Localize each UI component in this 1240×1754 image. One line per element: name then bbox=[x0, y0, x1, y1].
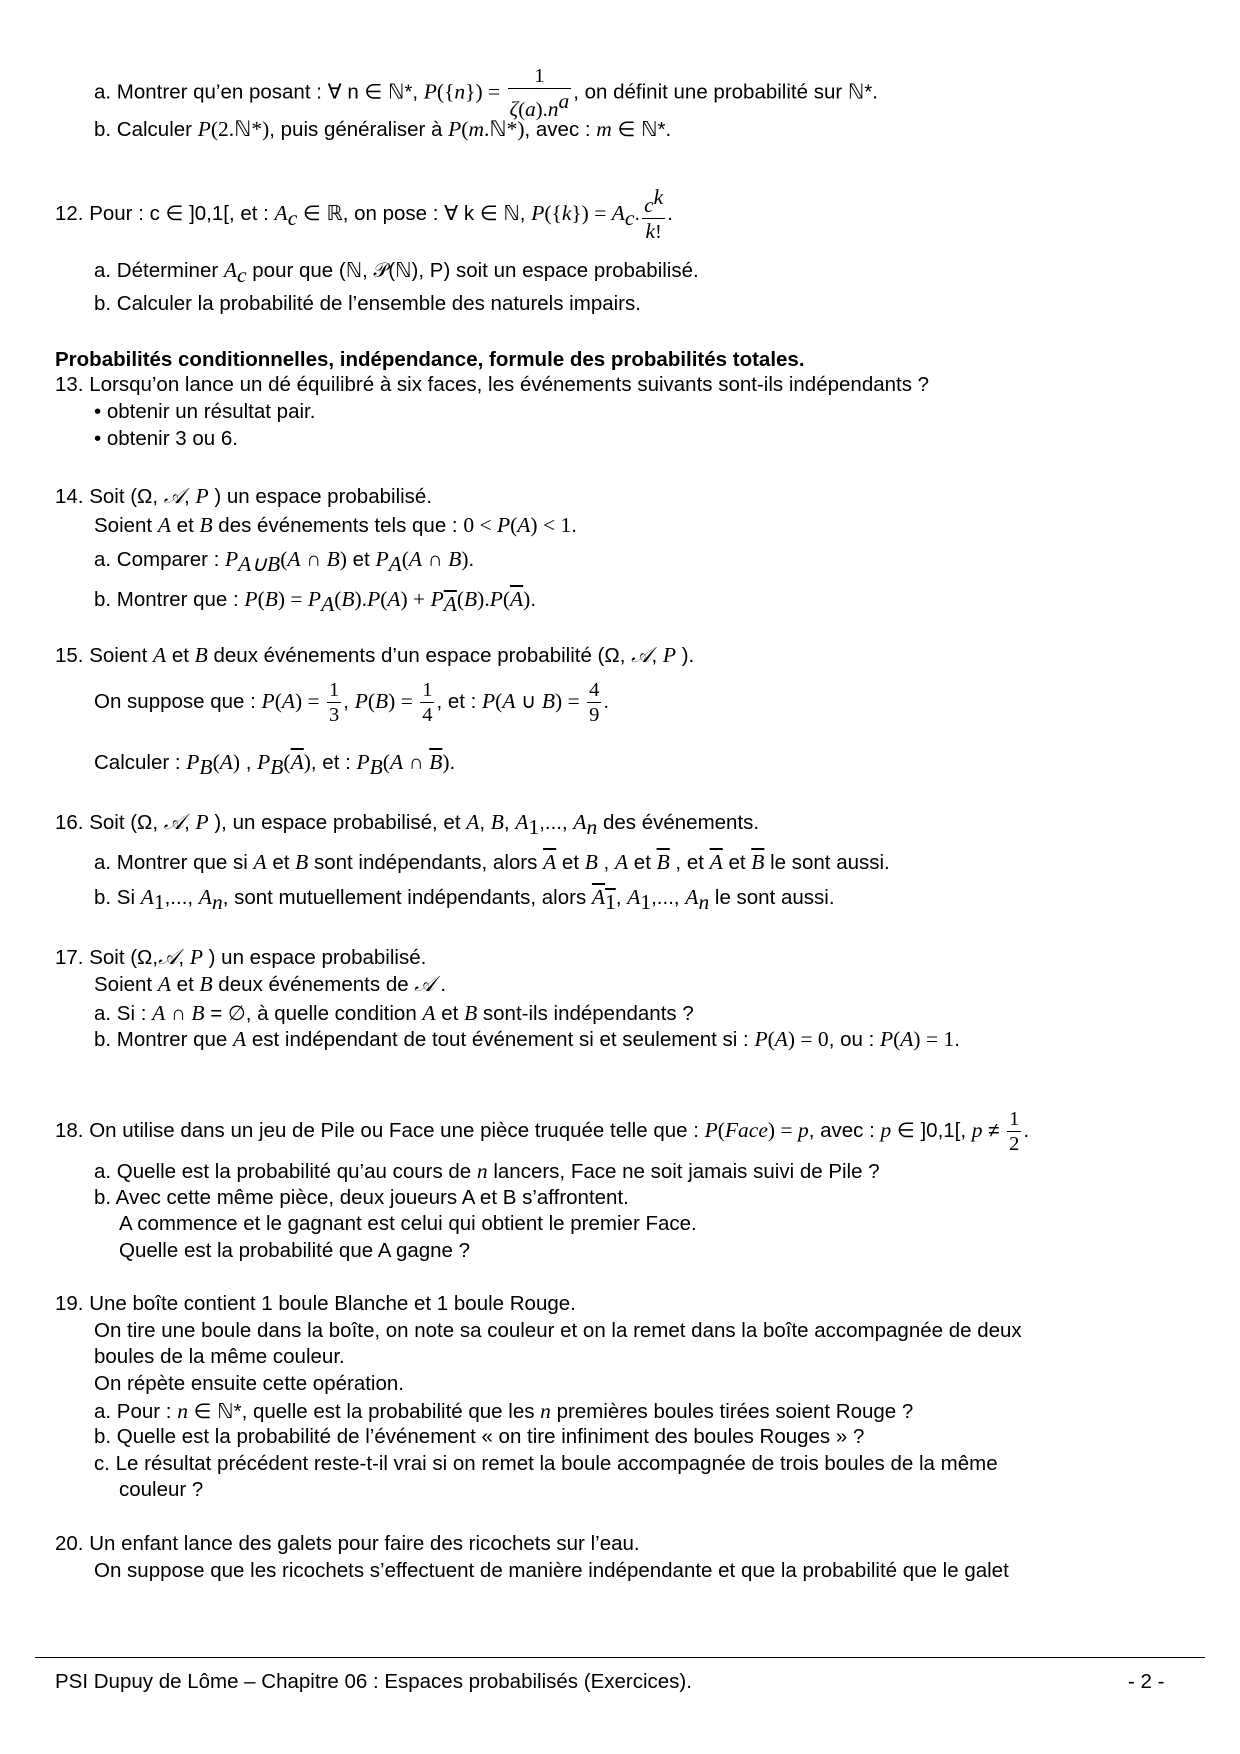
ex18-part-b-line-3: Quelle est la probabilité que A gagne ? bbox=[119, 1239, 471, 1262]
footer-divider bbox=[35, 1657, 1205, 1658]
page-number: - 2 - bbox=[1128, 1670, 1165, 1693]
ex11-fraction-numerator: 1 bbox=[534, 65, 545, 87]
ex11-part-a: a. Montrer qu’en posant : ∀ n ∈ ℕ*, P({n}) = $\frac{1}{\zeta(a).n^a}$ , on définit une probabilité sur ℕ*. bbox=[94, 65, 878, 121]
footer-title: PSI Dupuy de Lôme – Chapitre 06 : Espaces probabilisés (Exercices). bbox=[55, 1670, 692, 1693]
ex20-intro: 20. Un enfant lance des galets pour faire des ricochets sur l’eau. bbox=[55, 1532, 640, 1555]
ex14-part-a: a. Comparer : $P_{A\cup B}(A$ ∩ B) et $P_A(A$ ∩ B). bbox=[94, 547, 475, 577]
ex19-part-c-line-2: couleur ? bbox=[119, 1478, 204, 1501]
section-title: Probabilités conditionnelles, indépendance, formule des probabilités totales. bbox=[55, 348, 805, 371]
ex12-part-a: a. Déterminer $A_c$ pour que (ℕ, 𝒫(ℕ), P) soit un espace probabilisé. bbox=[94, 258, 699, 288]
ex19-part-b: b. Quelle est la probabilité de l’événement « on tire infiniment des boules Rouges » ? bbox=[94, 1425, 865, 1448]
ex14-part-b: b. Montrer que : $P(B) = P_A(B).P(A) + P_{\overline{A}}(B).P(\overline{A})$. bbox=[94, 587, 537, 617]
ex18-part-a: a. Quelle est la probabilité qu’au cours de n lancers, Face ne soit jamais suivi de Pile ? bbox=[94, 1159, 880, 1183]
ex14-intro: 14. Soit (Ω, 𝒜, P ) un espace probabilisé. bbox=[55, 484, 433, 508]
ex19-line-3: boules de la même couleur. bbox=[94, 1345, 345, 1368]
ex19-intro: 19. Une boîte contient 1 boule Blanche et 1 boule Rouge. bbox=[55, 1292, 576, 1315]
ex18-part-b: b. Avec cette même pièce, deux joueurs A et B s’affrontent. bbox=[94, 1186, 629, 1209]
ex15-intro: 15. Soient A et B deux événements d’un espace probabilité (Ω, 𝒜, P ). bbox=[55, 643, 695, 667]
ex14-line-2: Soient A et B des événements tels que : 0 < P(A) < 1. bbox=[94, 513, 577, 537]
ex17-intro: 17. Soit (Ω,𝒜, P ) un espace probabilisé. bbox=[55, 945, 427, 969]
ex18-intro: 18. On utilise dans un jeu de Pile ou Face une pièce truquée telle que : P(Face) = p, avec : p ∈ ]0,1[, p ≠ $\frac{1}{2}$ . bbox=[55, 1108, 1030, 1155]
ex11-part-b: b. Calculer P(2.ℕ*), puis généraliser à P(m.ℕ*), avec : m ∈ ℕ*. bbox=[94, 117, 672, 141]
ex19-part-c: c. Le résultat précédent reste-t-il vrai si on remet la boule accompagnée de trois boules de la même bbox=[94, 1452, 998, 1475]
ex17-part-a: a. Si : A ∩ B = ∅, à quelle condition A et B sont-ils indépendants ? bbox=[94, 1001, 694, 1025]
ex16-intro: 16. Soit (Ω, 𝒜, P ), un espace probabilisé, et A, B, $A_1$,..., $A_n$ des événements. bbox=[55, 810, 760, 840]
ex16-part-a: a. Montrer que si A et B sont indépendants, alors $\overline{A}$ et B , A et $\overline{B}$ , et $\overline{A}$ et $\overline{B}$ le sont aussi. bbox=[94, 850, 890, 874]
ex15-hypothesis: On suppose que : P(A) = $\frac{1}{3}$ , P(B) = $\frac{1}{4}$ , et : P(A ∪ B) = $\frac{4}{9}$ . bbox=[94, 679, 610, 726]
ex13-bullet-1: • obtenir un résultat pair. bbox=[94, 400, 316, 423]
ex19-part-a: a. Pour : n ∈ ℕ*, quelle est la probabilité que les n premières boules tirées soient Rouge ? bbox=[94, 1399, 914, 1423]
ex17-line-2: Soient A et B deux événements de 𝒜 . bbox=[94, 972, 447, 996]
ex18-part-b-line-2: A commence et le gagnant est celui qui obtient le premier Face. bbox=[119, 1212, 697, 1235]
ex15-calculate: Calculer : $P_B(A)$ , $P_B(\overline{A})$, et : $P_B(A$ ∩ $\overline{B}$). bbox=[94, 750, 456, 780]
ex19-line-4: On répète ensuite cette opération. bbox=[94, 1372, 404, 1395]
ex20-line-2: On suppose que les ricochets s’effectuent de manière indépendante et que la probabilité que le galet bbox=[94, 1559, 1009, 1582]
ex13-bullet-2: • obtenir 3 ou 6. bbox=[94, 427, 238, 450]
ex12-intro: 12. Pour : c ∈ ]0,1[, et : $A_c$ ∈ ℝ, on pose : ∀ k ∈ ℕ, $P(\{k\}) = A_c$. $\frac{c^k}{k!}$ . bbox=[55, 185, 673, 243]
ex16-part-b: b. Si $A_1$,..., $A_n$, sont mutuellement indépendants, alors $\overline{A}_1$, $A_1$,..., $A_n$ le sont aussi. bbox=[94, 885, 835, 915]
ex17-part-b: b. Montrer que A est indépendant de tout événement si et seulement si : P(A) = 0, ou : P(A) = 1. bbox=[94, 1027, 960, 1051]
ex13-intro: 13. Lorsqu’on lance un dé équilibré à six faces, les événements suivants sont-ils indépendants ? bbox=[55, 373, 930, 396]
ex12-part-b: b. Calculer la probabilité de l’ensemble des naturels impairs. bbox=[94, 292, 641, 315]
ex19-line-2: On tire une boule dans la boîte, on note sa couleur et on la remet dans la boîte accompagnée de deux bbox=[94, 1319, 1022, 1342]
